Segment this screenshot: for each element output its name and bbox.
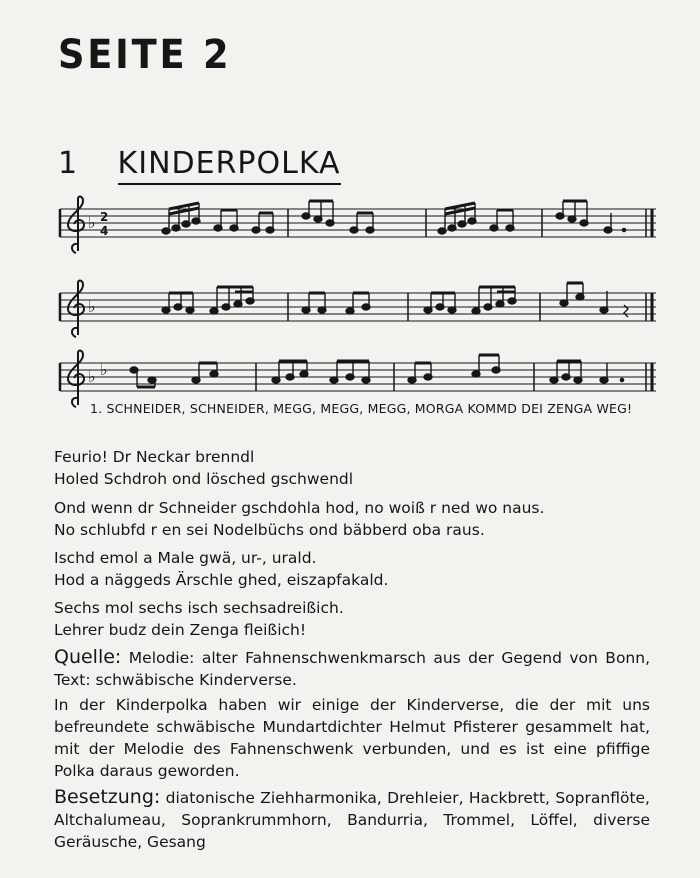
piece-heading [58, 146, 341, 185]
verse-4 [54, 597, 650, 641]
verse-line: No schlubfd r en sei Nodelbüchs ond bäbberd oba raus. [54, 521, 485, 539]
verse-line: Lehrer budz dein Zenga fleißich! [54, 621, 307, 639]
svg-text:2: 2 [100, 210, 109, 224]
music-staff-2 [56, 277, 660, 347]
source-text: Melodie: alter Fahnenschwenkmarsch aus der Gegend von Bonn, Text: schwäbische Kinderverse. [54, 649, 650, 689]
verse-line: Sechs mol sechs isch sechsadreißich. [54, 599, 344, 617]
svg-text:♭: ♭ [88, 297, 96, 316]
svg-text:♭: ♭ [88, 367, 96, 386]
verse-line: Feurio! Dr Neckar brenndl [54, 448, 255, 466]
lyric-line: 1. SCHNEIDER, SCHNEIDER, MEGG, MEGG, MEGG, MORGA KOMMD DEI ZENGA WEG! [90, 401, 633, 416]
svg-text:4: 4 [100, 224, 109, 238]
treble-clef-icon [68, 281, 84, 337]
verse-1 [54, 446, 650, 490]
piece-title: KINDERPOLKA [118, 146, 341, 185]
treble-clef-icon [68, 197, 84, 253]
description-paragraph: In der Kinderpolka haben wir einige der Kinderverse, die der mit uns befreundete schwäbische Mundartdichter Helmut Pfisterer gesammelt hat, mit der Melodie des Fahnenschwenk verbunden, und es ist eine pfiffige Polka daraus geworden. [54, 696, 650, 780]
verse-line: Ischd emol a Male gwä, ur-, urald. [54, 549, 317, 567]
instrumentation-label: Besetzung: [54, 786, 161, 808]
svg-text:♭: ♭ [88, 213, 96, 232]
svg-text:♭: ♭ [100, 360, 108, 379]
verse-2 [54, 497, 650, 541]
treble-clef-icon [68, 351, 84, 407]
verse-line: Holed Schdroh ond lösched gschwendl [54, 470, 354, 488]
source-paragraph [54, 646, 650, 691]
music-staff-1 [56, 193, 660, 263]
source-label: Quelle: [54, 646, 122, 668]
instrumentation-text: diatonische Ziehharmonika, Drehleier, Hackbrett, Sopranflöte, Altchalumeau, Soprankrummhorn, Bandurria, Trommel, Löffel, diverse Geräusche, Gesang [54, 789, 650, 851]
page-title: SEITE 2 [58, 32, 232, 78]
piece-number: 1 [58, 146, 78, 181]
verse-line: Hod a näggeds Ärschle ghed, eiszapfakald. [54, 571, 389, 589]
verse-line: Ond wenn dr Schneider gschdohla hod, no woiß r ned wo naus. [54, 499, 545, 517]
instrumentation-paragraph [54, 786, 650, 853]
verse-3 [54, 547, 650, 591]
